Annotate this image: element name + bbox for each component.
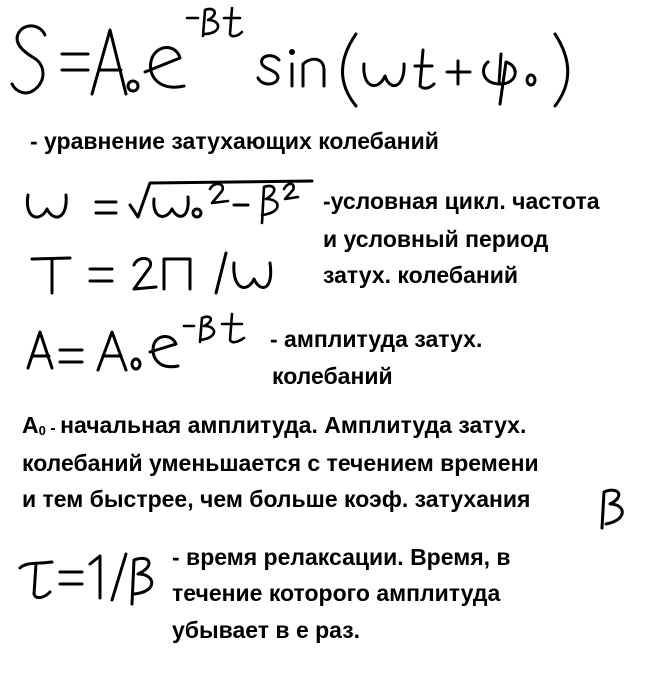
equation-caption: - уравнение затухающих колебаний	[30, 128, 439, 154]
relaxation-note-line-3: убывает в е раз.	[172, 617, 361, 643]
relaxation-time-formula	[0, 548, 175, 608]
conditional-frequency-formula	[0, 175, 320, 235]
freq-note-line-1: -условная цикл. частота	[323, 188, 600, 214]
relaxation-note-line-2: течение которого амплитуда	[172, 580, 501, 606]
freq-note-line-3: затух. колебаний	[323, 262, 519, 288]
relaxation-note-line-1: - время релаксации. Время, в	[172, 544, 511, 570]
amplitude-note-line-2: колебаний	[272, 363, 393, 389]
a0-symbol: A	[22, 412, 39, 438]
amplitude-note-line-1: - амплитуда затух.	[270, 326, 483, 352]
a0-subscript: 0	[38, 423, 46, 438]
a0-dash: -	[45, 420, 61, 437]
a0-text: начальная амплитуда. Амплитуда затух.	[60, 412, 527, 438]
freq-note-line-2: и условный период	[323, 226, 549, 252]
damped-oscillation-formula	[0, 0, 654, 130]
amplitude-formula	[0, 308, 270, 388]
initial-amplitude-line-3: и тем быстрее, чем больше коэф. затухания	[22, 486, 531, 512]
period-formula	[0, 245, 320, 305]
initial-amplitude-line-1	[22, 408, 526, 448]
beta-symbol	[596, 484, 636, 534]
initial-amplitude-line-2: колебаний уменьшается с течением времени	[22, 450, 539, 476]
